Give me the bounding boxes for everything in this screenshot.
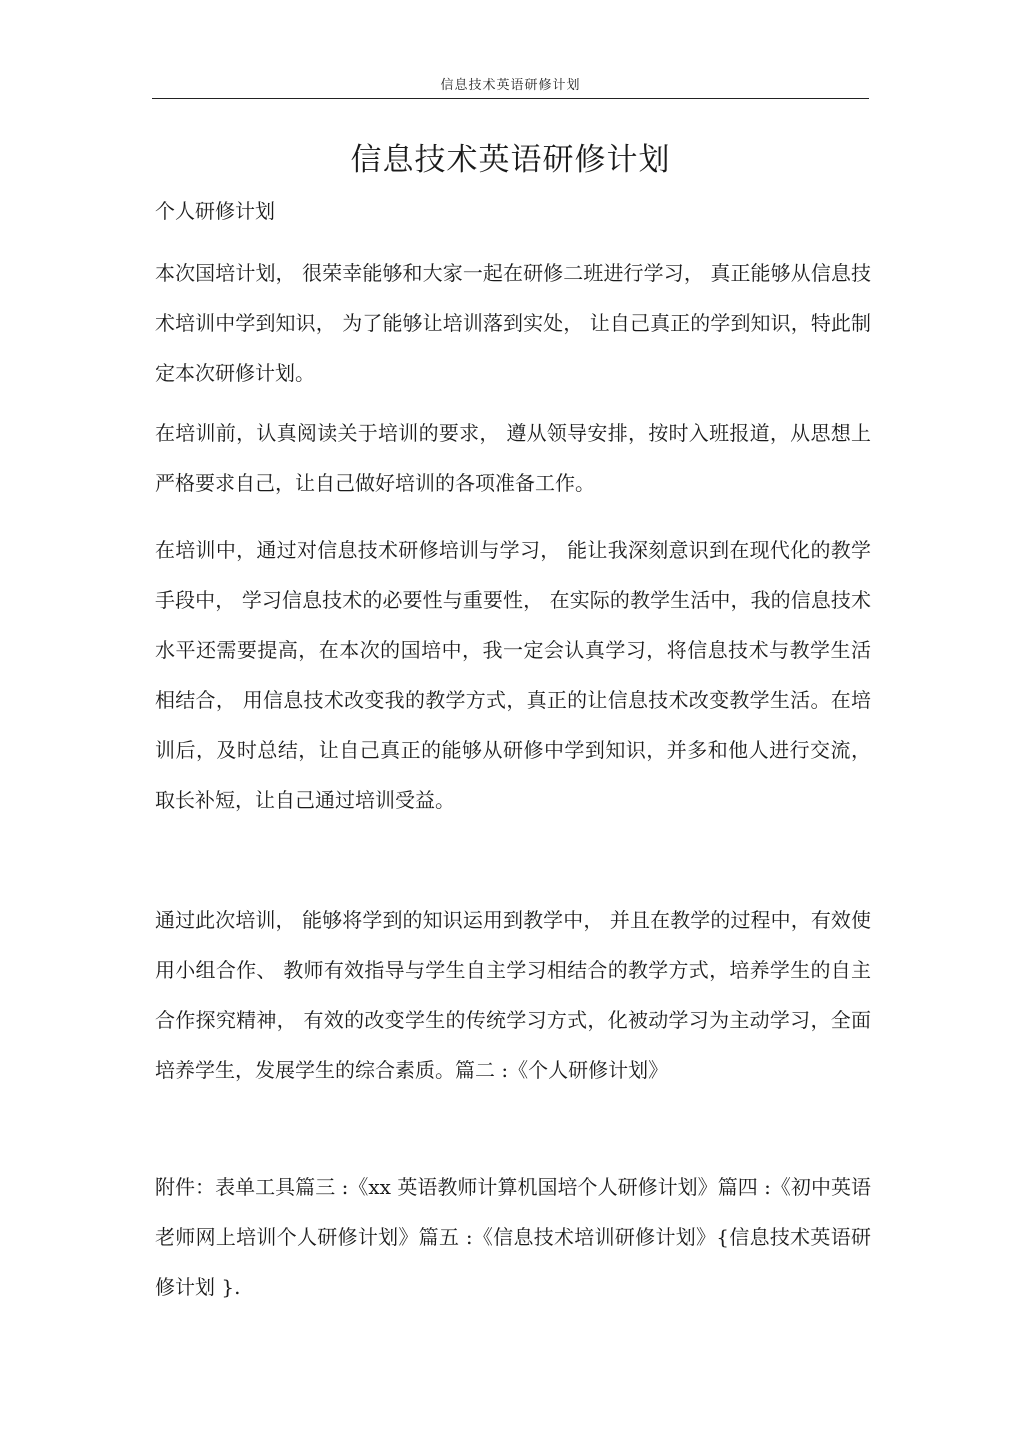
header-divider	[152, 98, 869, 99]
paragraph-intro: 本次国培计划， 很荣幸能够和大家一起在研修二班进行学习， 真正能够从信息技术培训中学到知识， 为了能够让培训落到实处， 让自己真正的学到知识，特此制定本次研修计划。	[155, 261, 871, 385]
running-header: 信息技术英语研修计划	[440, 78, 581, 93]
paragraph-during-training: 在培训中，通过对信息技术研修培训与学习， 能让我深刻意识到在现代化的教学手段中， 学习信息技术的必要性与重要性， 在实际的教学生活中，我的信息技术水平还需要提高，在本次的国培中，我一定会认真学习，将信息技术与教学生活相结合， 用信息技术改变我的教学方式，真正的让信息技术改变教学生活。在培训后，及时总结，让自己真正的能够从研修中学到知识，并多和他人进行交流，取长补短，让自己通过培训受益。	[155, 538, 871, 812]
paragraph-before-training: 在培训前，认真阅读关于培训的要求， 遵从领导安排，按时入班报道，从思想上严格要求自己，让自己做好培训的各项准备工作。	[155, 421, 871, 495]
document-title: 信息技术英语研修计划	[350, 142, 671, 178]
paragraph-after-training: 通过此次培训， 能够将学到的知识运用到教学中， 并且在教学的过程中，有效使用小组合作、 教师有效指导与学生自主学习相结合的教学方式，培养学生的自主合作探究精神， 有效的改变学生的传统学习方式，化被动学习为主动学习，全面培养学生，发展学生的综合素质。篇二 :《个人研修计划》	[155, 908, 871, 1082]
paragraph-attachments: 附件：表单工具篇三 :《xx 英语教师计算机国培个人研修计划》篇四 :《初中英语老师网上培训个人研修计划》篇五 :《信息技术培训研修计划》{信息技术英语研修计划 }.	[155, 1175, 871, 1299]
document-subtitle: 个人研修计划	[155, 199, 275, 223]
